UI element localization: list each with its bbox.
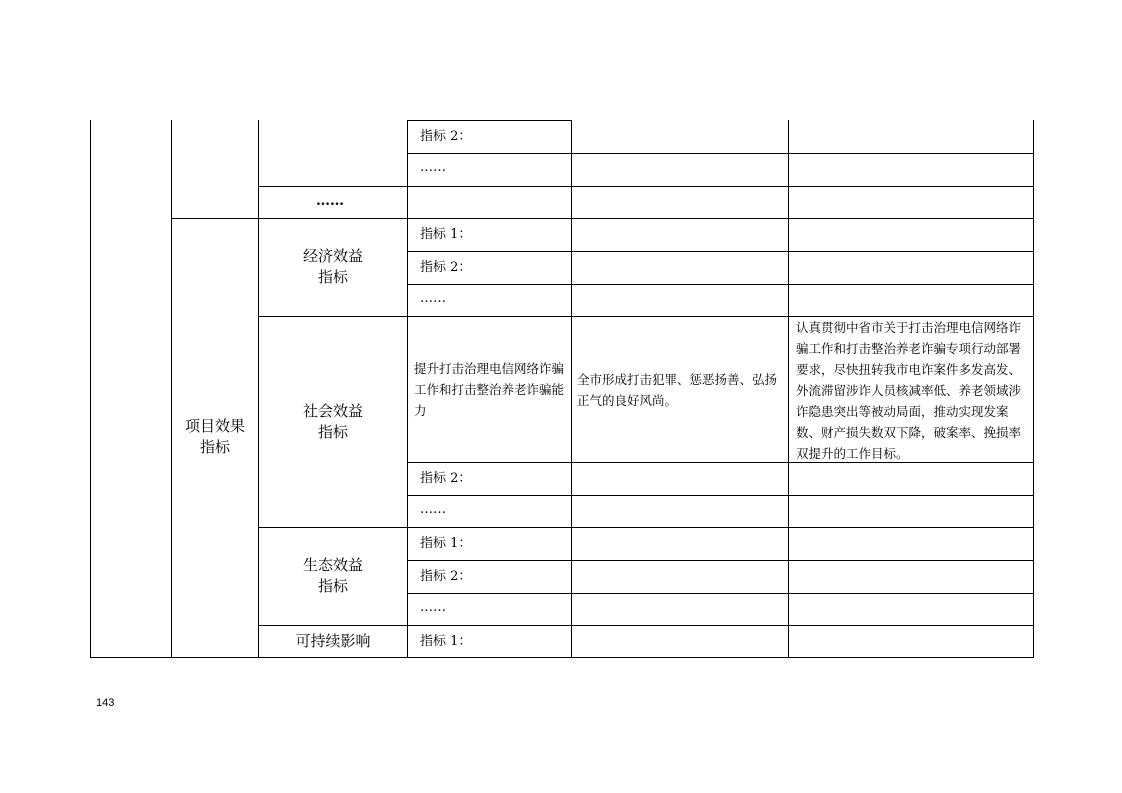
table-border-bottom [90, 657, 1034, 658]
social-indicator-2: 指标 2： [420, 471, 472, 486]
row-line [407, 251, 1034, 252]
ecological-indicator-1: 指标 1： [420, 536, 472, 551]
ecological-indicator-2: 指标 2： [420, 569, 472, 584]
sustainable-impact-label: 可持续影响 [295, 632, 371, 650]
row-line [258, 527, 1034, 528]
social-ellipsis: …… [420, 502, 446, 517]
row-line [407, 120, 571, 121]
social-benefit-label: 社会效益 指标 [302, 402, 363, 441]
row-line [258, 186, 1034, 187]
economic-indicator-2: 指标 2： [420, 260, 472, 275]
table-col-divider-5 [788, 120, 789, 658]
top-ellipsis: …… [420, 160, 446, 175]
ecological-benefit-label: 生态效益 指标 [302, 556, 363, 595]
page-number: 143 [96, 697, 115, 709]
social-note-text: 认真贯彻中省市关于打击治理电信网络诈骗工作和打击整治养老诈骗专项行动部署要求，尽快扭转我市电诈案件多发高发、外流滞留涉诈人员核减率低、养老领域涉诈隐患突出等被动局面，推动实现发案数、财产损失数双下降，破案率、挽损率双提升的工作目标。 [796, 320, 1022, 461]
economic-benefit-label: 经济效益 指标 [302, 247, 363, 286]
table-col-divider-4 [571, 120, 572, 658]
table-border-left [90, 120, 91, 658]
row-line [171, 218, 1034, 219]
top-indicator-2: 指标 2： [420, 129, 472, 144]
row-line [407, 593, 1034, 594]
economic-ellipsis: …… [420, 291, 446, 306]
row-line [407, 153, 1034, 154]
table-col-divider-3 [407, 120, 408, 658]
table-col-divider-1 [171, 120, 172, 658]
social-indicator-text: 提升打击治理电信网络诈骗工作和打击整治养老诈骗能力 [414, 361, 565, 418]
row-line [407, 284, 1034, 285]
table-border-right [1033, 120, 1034, 658]
sustainable-indicator-1: 指标 1： [420, 634, 472, 649]
row-line [407, 560, 1034, 561]
economic-indicator-1: 指标 1： [420, 227, 472, 242]
row-line [407, 495, 1034, 496]
row-line [258, 625, 1034, 626]
ecological-ellipsis: …… [420, 600, 446, 615]
category-project-effect: 项目效果 指标 [184, 417, 245, 456]
social-target-text: 全市形成打击犯罪、惩恶扬善、弘扬正气的良好风尚。 [577, 372, 778, 408]
group-ellipsis: …… [316, 193, 344, 209]
